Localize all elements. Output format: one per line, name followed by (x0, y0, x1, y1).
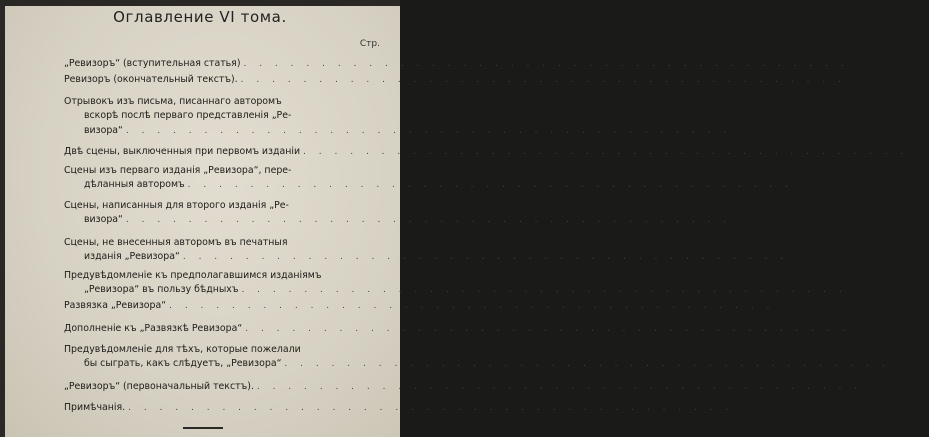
toc-entry-text: Сцены изъ перваго изданія „Ревизора“, пере- (64, 165, 292, 176)
toc-entry-text: Двѣ сцены, выключенныя при первомъ изданіи (64, 146, 301, 157)
dot-leader: . . . . . . . . . . . . . . . . . . . . . . . . . . . . . . . . . . . . . . . (187, 180, 793, 191)
toc-page-number: 203 (849, 284, 868, 296)
page-column-header: Стр. (359, 39, 380, 49)
toc-entry (64, 95, 753, 138)
toc-page-number: 139 (795, 179, 814, 191)
toc-page-number: 221 (853, 323, 872, 334)
toc-page-number: 1 (858, 74, 865, 85)
toc-entry-line (64, 380, 884, 394)
toc-entry-line (64, 299, 796, 313)
toc-page-number: 371 (736, 402, 755, 413)
toc-entry-text: Примѣчанія. (64, 402, 126, 413)
dot-leader: . . . . . . . . . . . . . . . . . . . . . . . . . . . . . . . . . . . . . . . (303, 147, 909, 157)
toc-entry-line (64, 109, 370, 123)
toc-entry-text: Дополненіе къ „Развязкѣ Ревизора“ (64, 323, 243, 334)
toc-entry-text: Отрывокъ изъ письма, писаннаго авторомъ (64, 96, 282, 107)
toc-entry-text: Развязка „Ревизора“ (64, 300, 167, 311)
toc-entry (64, 380, 884, 394)
page-title: Оглавление VI тома. (113, 8, 287, 26)
toc-entry (64, 401, 755, 415)
toc-page-number: 134 (911, 146, 929, 157)
dot-leader: . . . . . . . . . . . . . . . . . . . . . . . . . . . . . . . . . . . . . . . (243, 59, 849, 69)
dot-leader: . . . . . . . . . . . . . . . . . . . . . . . . . . . . . . . . . . . . . . . (245, 324, 851, 334)
toc-entry-text: вскорѣ послѣ перваго представленія „Ре- (84, 110, 292, 122)
toc-entry (64, 343, 911, 372)
dot-leader: . . . . . . . . . . . . . . . . . . . . . . . . . . . . . . . . . . . . . . . (125, 125, 732, 136)
toc-entry (64, 322, 872, 336)
toc-entry-text: изданія „Ревизора“ (84, 251, 180, 263)
toc-entry-text: Предувѣдомленіе къ предполагавшимся изданіямъ (64, 270, 322, 281)
toc-entry-line (64, 322, 872, 336)
toc-entry-line (64, 357, 911, 371)
toc-entry-line (64, 401, 755, 415)
toc-entry (64, 164, 814, 193)
toc-entry-line (64, 213, 753, 227)
toc-page-number: 228 (892, 358, 911, 370)
toc-entry-line (64, 145, 929, 159)
toc-entry-line (64, 236, 370, 250)
toc-page-number: 206 (777, 300, 796, 311)
page-edge-top (0, 0, 400, 6)
dot-leader: . . . . . . . . . . . . . . . . . . . . . . . . . . . . . . . . . . . . . . . (182, 252, 789, 263)
toc-entry-line (64, 283, 868, 297)
dot-leader: . . . . . . . . . . . . . . . . . . . . . . . . . . . . . . . . . . . . . . . (256, 382, 863, 392)
end-rule (183, 427, 223, 429)
toc-entry-line (64, 199, 370, 213)
toc-entry-text: визора“ (84, 124, 123, 136)
toc-entry-text: Предувѣдомленіе для тѣхъ, которые пожелали (64, 344, 301, 355)
toc-entry (64, 145, 929, 159)
toc-entry-line (64, 164, 370, 178)
toc-page-number: I (865, 58, 868, 69)
toc-entry (64, 299, 796, 313)
toc-entry-line (64, 124, 753, 138)
toc-entry-line (64, 178, 814, 192)
toc-entry-text: „Ревизора“ въ пользу бѣдныхъ (84, 284, 239, 296)
dot-leader: . . . . . . . . . . . . . . . . . . . . . . . . . . . . . . . . . . . . . . . (169, 301, 775, 311)
toc-entry-text: Сцены, написанныя для второго изданія „Ре- (64, 200, 289, 211)
dot-leader: . . . . . . . . . . . . . . . . . . . . . . . . . . . . . . . . . . . . . . . (240, 75, 846, 85)
toc-entry-text: дѣланныя авторомъ (84, 179, 185, 191)
toc-entry-text: „Ревизоръ“ (вступительная статья) (64, 58, 241, 69)
toc-page-number: 188 (734, 214, 753, 226)
toc-entry-line (64, 250, 810, 264)
toc-entry (64, 269, 868, 298)
toc-entry-text: бы сыграть, какъ слѣдуетъ, „Ревизора“ (84, 358, 282, 370)
dot-leader: . . . . . . . . . . . . . . . . . . . . . . . . . . . . . . . . . . . . . . . (125, 215, 732, 226)
page-edge-left (0, 0, 5, 437)
toc-entry-line (64, 57, 868, 71)
toc-page-number: 238 (865, 381, 884, 392)
toc-entry (64, 73, 865, 87)
toc-entry-text: „Ревизоръ“ (первоначальный текстъ). (64, 381, 254, 392)
toc-entry-line (64, 343, 370, 357)
dot-leader: . . . . . . . . . . . . . . . . . . . . . . . . . . . . . . . . . . . . . . . (241, 285, 847, 296)
toc-entry-text: Ревизоръ (окончательный текстъ). (64, 74, 238, 85)
toc-entry (64, 57, 868, 71)
toc-entry-line (64, 73, 865, 87)
dot-leader: . . . . . . . . . . . . . . . . . . . . . . . . . . . . . . . . . . . . . . . (284, 359, 890, 370)
toc-entry (64, 236, 810, 265)
toc-entry-line (64, 95, 370, 109)
toc-entry-line (64, 269, 370, 283)
dot-leader: . . . . . . . . . . . . . . . . . . . . . . . . . . . . . . . . . . . . . . . (128, 403, 734, 413)
toc-page-number: 201 (791, 251, 810, 263)
toc-entry-text: Сцены, не внесенныя авторомъ въ печатныя (64, 237, 288, 248)
toc-entry-text: визора“ (84, 214, 123, 226)
toc-entry (64, 199, 753, 228)
toc-page-number: 129 (734, 124, 753, 136)
